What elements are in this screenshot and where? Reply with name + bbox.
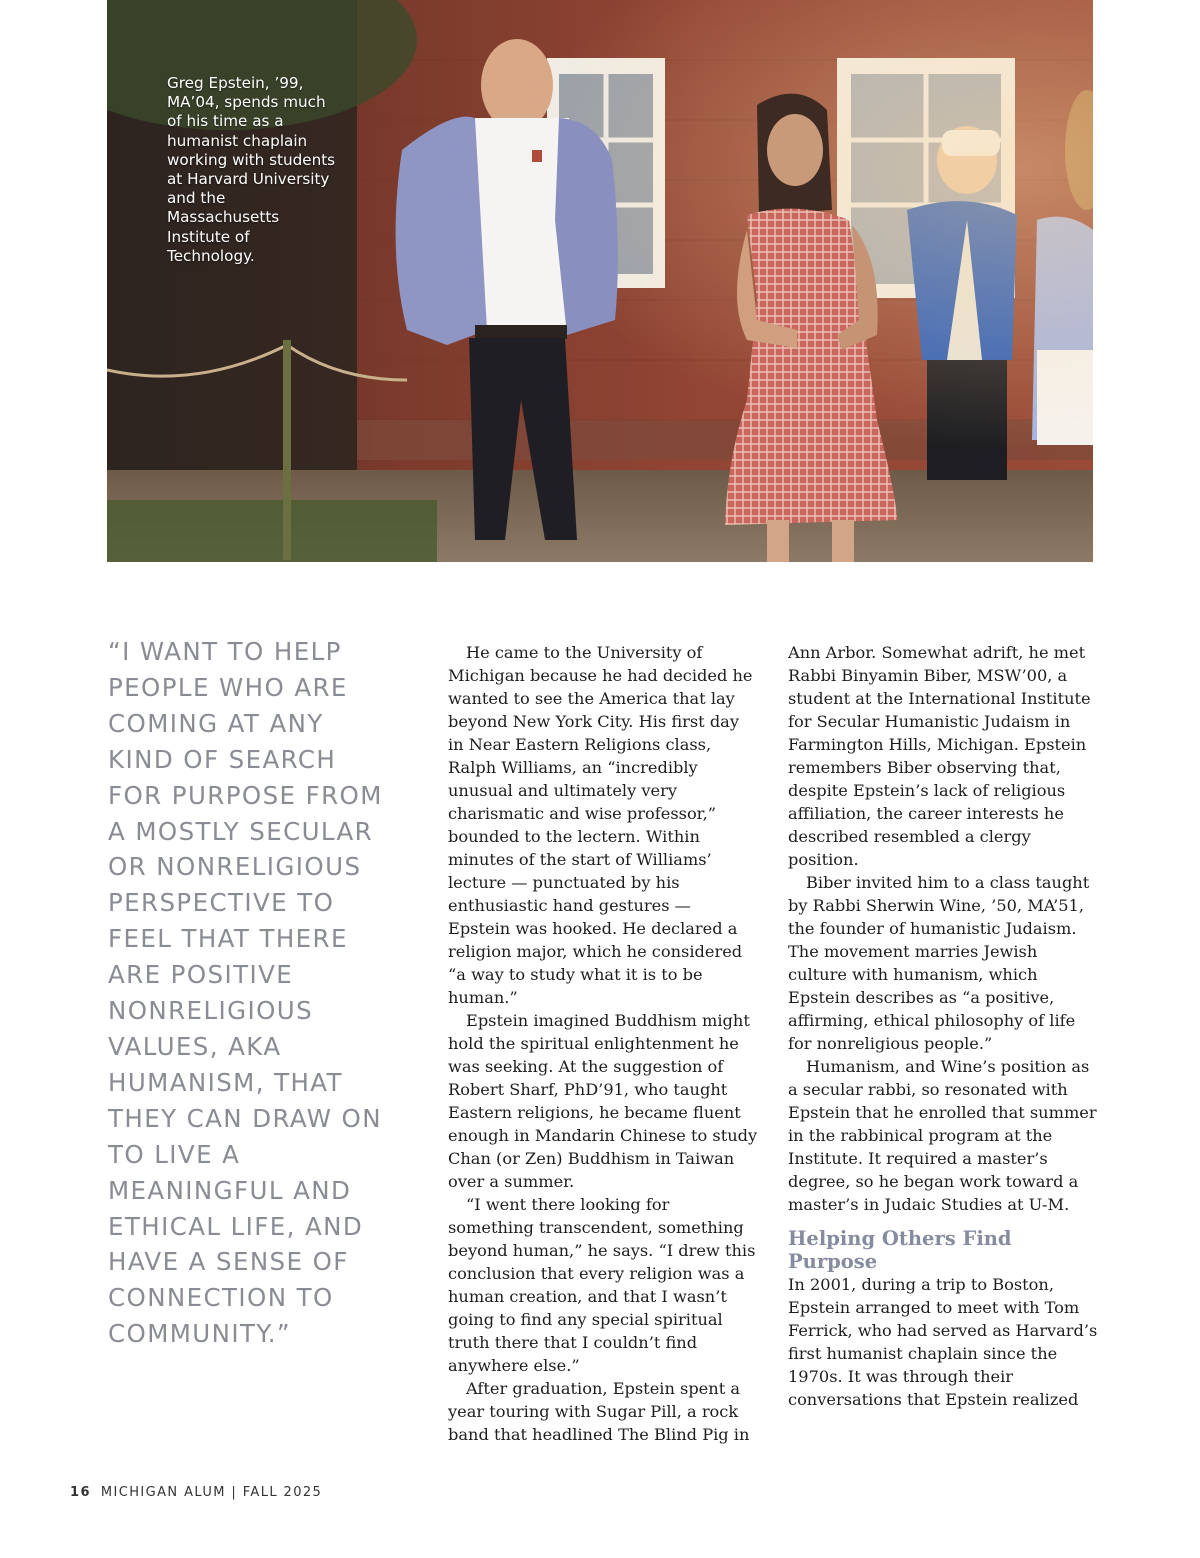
page-folio	[70, 1485, 322, 1500]
hero-photo	[107, 0, 1093, 562]
body-paragraph: After graduation, Epstein spent a year touring with Sugar Pill, a rock band that headlined The Blind Pig in	[448, 1379, 750, 1444]
body-paragraph: In 2001, during a trip to Boston, Epstein arranged to meet with Tom Ferrick, who had served as Harvard’s first humanist chaplain since the 1970s. It was through their conversations that Epstein realized	[788, 1275, 1098, 1409]
body-paragraph: Epstein imagined Buddhism might hold the spiritual enlightenment he was seeking. At the suggestion of Robert Sharf, PhD’91, who taught Eastern religions, he became fluent enough in Mandarin Chinese to study Chan (or Zen) Buddhism in Taiwan over a summer.	[448, 1011, 758, 1191]
page-number: 16	[70, 1485, 91, 1500]
article-column-2	[788, 641, 1098, 1411]
photo-caption: Greg Epstein, ’99, MA’04, spends much of his time as a humanist chaplain working with students at Harvard University and the Massachusetts Institute of Technology.	[167, 74, 336, 265]
section-subhead: Helping Others Find Purpose	[788, 1227, 1012, 1273]
body-paragraph: “I went there looking for something transcendent, something beyond human,” he says. “I drew this conclusion that every religion was a human creation, and that I wasn’t going to find any special spiritual truth there that I couldn’t find anywhere else.”	[448, 1195, 756, 1375]
body-paragraph: He came to the University of Michigan because he had decided he wanted to see the America that lay beyond New York City. His first day in Near Eastern Religions class, Ralph Williams, an “incredibly unusual and ultimately very charismatic and wise professor,” bounded to the lectern. Within minutes of the start of Williams’ lecture — punctuated by his enthusiastic hand gestures — Epstein was hooked. He declared a religion major, which he considered “a way to study what it is to be human.”	[448, 643, 753, 1007]
publication-name: MICHIGAN ALUM | FALL 2025	[100, 1485, 323, 1500]
article-column-1	[448, 641, 758, 1446]
pull-quote: “I WANT TO HELP PEOPLE WHO ARE COMING AT ANY KIND OF SEARCH FOR PURPOSE FROM A MOSTLY SECULAR OR NONRELIGIOUS PERSPECTIVE TO FEEL THAT THERE ARE POSITIVE NONRELIGIOUS VALUES, AKA HUMANISM, THAT THEY CAN DRAW ON TO LIVE A MEANINGFUL AND ETHICAL LIFE, AND HAVE A SENSE OF CONNECTION TO COMMUNITY.”	[108, 637, 383, 1349]
body-paragraph: Humanism, and Wine’s position as a secular rabbi, so resonated with Epstein that he enrolled that summer in the rabbinical program at the Institute. It required a master’s degree, so he began work toward a master’s in Judaic Studies at U-M.	[788, 1057, 1097, 1214]
body-paragraph: Ann Arbor. Somewhat adrift, he met Rabbi Binyamin Biber, MSW’00, a student at the International Institute for Secular Humanistic Judaism in Farmington Hills, Michigan. Epstein remembers Biber observing that, despite Epstein’s lack of religious affiliation, the career interests he described resembled a clergy position.	[788, 643, 1091, 869]
body-paragraph: Biber invited him to a class taught by Rabbi Sherwin Wine, ’50, MA’51, the founder of humanistic Judaism. The movement marries Jewish culture with humanism, which Epstein describes as “a positive, affirming, ethical philosophy of life for nonreligious people.”	[788, 873, 1090, 1053]
